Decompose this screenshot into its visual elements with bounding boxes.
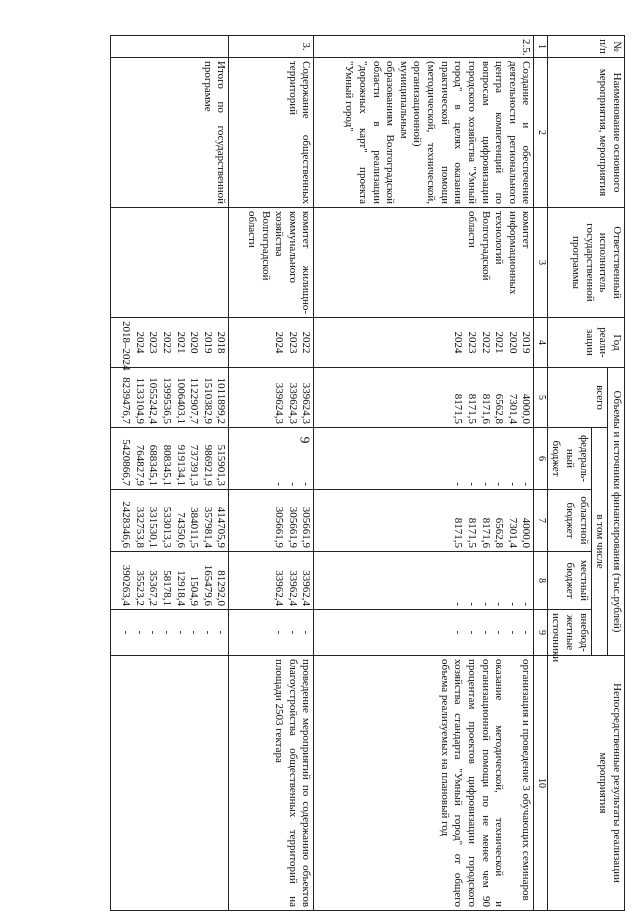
header-year: Год реали-зации [547, 318, 624, 368]
regional-list-value: 533013,3 [160, 506, 173, 548]
header-num: № п/п [547, 36, 624, 58]
extra-list-value: - [201, 630, 214, 635]
year-list-value: 2020 [506, 331, 519, 354]
year-list-value: 2023 [286, 331, 299, 354]
extra-list-value: - [465, 630, 478, 635]
federal-list-value: - [452, 482, 465, 486]
local-list-value: - [452, 602, 465, 606]
extra-list-value: - [493, 630, 506, 635]
local-list-value: 33962,4 [300, 570, 313, 606]
total-list-value: 339624,3 [286, 382, 299, 424]
total-list-value: 339624,3 [273, 382, 286, 424]
extra-list [314, 610, 534, 656]
result-text: организация и проведение 3 обучающих семинаров оказание методической, технической и организационной помощи по не менее чем 90 процентам проектов цифровизации городского хозяйства стандарта "Умный город" от общего объема реализуемых на плановый год [314, 656, 534, 911]
regional-list-value: 305661,9 [300, 506, 313, 548]
local-list-value: - [506, 602, 519, 606]
total-list [314, 368, 534, 428]
extra-list-value: - [120, 630, 133, 635]
index-cell: 5 [534, 368, 547, 428]
regional-list-value: 332753,8 [133, 506, 146, 548]
total-list-value: 1011899,2 [215, 377, 228, 424]
year-list-value: 2021 [174, 331, 187, 354]
total-list-value: 7301,4 [506, 393, 519, 424]
local-list-value: - [479, 602, 492, 606]
rotated-table-wrapper [120, 35, 625, 910]
local-list-value: 35367,2 [147, 570, 160, 606]
row-number: 3. [229, 36, 314, 58]
index-cell: 10 [534, 656, 547, 911]
index-cell: 4 [534, 318, 547, 368]
header-total: всего [547, 368, 608, 428]
federal-list-value: 5420866,7 [120, 439, 133, 486]
header-in-that: в том числе [591, 428, 608, 656]
federal-list-value: - [493, 482, 506, 486]
federal-list [314, 428, 534, 490]
index-cell: 2 [534, 58, 547, 208]
year-list [314, 318, 534, 368]
total-list-value: 4000,0 [520, 393, 533, 424]
local-list-value: 33962,4 [273, 570, 286, 606]
extra-list-value: - [147, 630, 160, 635]
regional-list-value: 6562,8 [493, 517, 506, 548]
measure-name: Итого по государственной программе [111, 58, 229, 208]
federal-list-value: 688345,1 [147, 444, 160, 486]
header-extra: внебюд-жетные источники [547, 610, 591, 656]
index-cell: 7 [534, 490, 547, 552]
year-list-value: 2019 [520, 331, 533, 354]
federal-list-value: 919134,1 [174, 444, 187, 486]
table-row [314, 36, 534, 911]
local-list-value: - [520, 602, 533, 606]
regional-list-value: 357981,4 [201, 506, 214, 548]
index-cell: 9 [534, 610, 547, 656]
local-list [111, 552, 229, 610]
year-list-value: 2023 [465, 331, 478, 354]
federal-list-value: 515901,3 [215, 444, 228, 486]
year-list-value: 2021 [493, 331, 506, 354]
federal-list-value: - [465, 482, 478, 486]
year-list-value: 2024 [133, 331, 146, 354]
index-cell: 6 [534, 428, 547, 490]
local-list-value: 33962,4 [286, 570, 299, 606]
row-number: 2.5. [314, 36, 534, 58]
regional-list-value: 7301,4 [506, 517, 519, 548]
federal-list-value: - [286, 482, 299, 486]
local-list-value: 35523,2 [133, 570, 146, 606]
total-list-value: 8171,5 [465, 393, 478, 424]
extra-list-value: - [215, 630, 228, 635]
header-regional: областной бюджет [547, 490, 591, 552]
local-list-value: 81292,0 [215, 570, 228, 606]
regional-list-value: 305661,9 [273, 506, 286, 548]
federal-list [229, 428, 314, 490]
total-list-value: 1006403,1 [174, 377, 187, 424]
regional-list [111, 490, 229, 552]
extra-list-value: - [188, 630, 201, 635]
extra-list-value: - [452, 630, 465, 635]
local-list-value: 58178,1 [160, 570, 173, 606]
header-results: Непосредственные результаты реализации мероприятия [547, 656, 624, 911]
year-list-value: 2022 [479, 331, 492, 354]
executor-name [111, 208, 229, 318]
total-list [229, 368, 314, 428]
extra-list-value: - [520, 630, 533, 635]
extra-list-value: - [273, 630, 286, 635]
total-list-value: 1510382,9 [201, 377, 214, 424]
header-federal: федераль-ный бюджет [547, 428, 591, 490]
total-list-value: 1399536,5 [160, 377, 173, 424]
total-list-value: 8239476,7 [120, 377, 133, 424]
page-number: 9 [296, 436, 312, 444]
total-list-value: 6562,8 [493, 393, 506, 424]
year-list-value: 2018 [215, 331, 228, 354]
federal-list-value: - [300, 482, 313, 486]
local-list-value: 12918,4 [174, 570, 187, 606]
index-cell: 1 [534, 36, 547, 58]
total-list-value: 8171,6 [479, 393, 492, 424]
total-list-value: 339624,3 [300, 382, 313, 424]
regional-list-value: 8171,6 [479, 517, 492, 548]
year-list-value: 2020 [188, 331, 201, 354]
federal-list-value: 737391,3 [188, 444, 201, 486]
extra-list [229, 610, 314, 656]
federal-list-value: - [479, 482, 492, 486]
extra-list-value: - [506, 630, 519, 635]
federal-list-value: 764827,9 [133, 444, 146, 486]
federal-list-value: 986921,9 [201, 444, 214, 486]
regional-list-value: 8171,5 [465, 517, 478, 548]
local-list-value: 165479,6 [201, 564, 214, 606]
local-list-value: - [493, 602, 506, 606]
column-index-row [534, 36, 547, 911]
extra-list-value: - [479, 630, 492, 635]
year-list-value: 2019 [201, 331, 214, 354]
total-list [111, 368, 229, 428]
regional-list-value: 305661,9 [286, 506, 299, 548]
extra-list-value: - [174, 630, 187, 635]
result-text [111, 656, 229, 911]
total-list-value: 1055242,4 [147, 377, 160, 424]
year-list-value: 2024 [452, 331, 465, 354]
index-cell: 3 [534, 208, 547, 318]
extra-list-value: - [160, 630, 173, 635]
index-cell: 8 [534, 552, 547, 610]
year-list-value: 2018–2024 [120, 321, 133, 371]
executor-name: комитет информационных технологий Волгоградской области [314, 208, 534, 318]
total-list-value: 1133104,9 [133, 377, 146, 424]
regional-list [314, 490, 534, 552]
extra-list-value: - [286, 630, 299, 635]
total-list-value: 8171,5 [452, 393, 465, 424]
header-name: Наименование основного мероприятия, мероприятия [547, 58, 624, 208]
table-row [111, 36, 229, 911]
header-executor: Ответственный исполнитель государственной программы [547, 208, 624, 318]
regional-list-value: 2428346,6 [120, 501, 133, 548]
regional-list-value: 384011,5 [188, 507, 201, 548]
regional-list [229, 490, 314, 552]
table-row [229, 36, 314, 911]
federal-list-value: 808345,1 [160, 444, 173, 486]
total-list-value: 1122907,7 [188, 377, 201, 424]
regional-list-value: 331530,1 [147, 506, 160, 548]
federal-list-value: - [273, 482, 286, 486]
local-list-value: 1504,9 [188, 575, 201, 606]
year-list-value: 2022 [160, 331, 173, 354]
local-list [229, 552, 314, 610]
regional-list-value: 8171,5 [452, 517, 465, 548]
extra-list [111, 610, 229, 656]
federal-list-value: - [506, 482, 519, 486]
regional-list-value: 414705,9 [215, 506, 228, 548]
local-list-value: 390263,4 [120, 564, 133, 606]
year-list-value: 2023 [147, 331, 160, 354]
measure-name: Создание и обеспечение деятельности регионального центра компетенций по вопросам цифровизации городского хозяйства "Умный город" в целях оказания практической помощи (методической, технической, организационной) муниципальным образованиям Волгоградской области в реализации "дорожных карт" проекта "Умный город" [314, 58, 534, 208]
result-text: проведение мероприятий по содержанию объектов благоустройства общественных территорий на площади 2503 гектара [229, 656, 314, 911]
extra-list-value: - [133, 630, 146, 635]
measure-name: Содержание общественных территорий [229, 58, 314, 208]
header-finance-group: Объемы и источники финансирования (тыс.рублей) [608, 368, 625, 656]
local-list-value: - [465, 602, 478, 606]
extra-list-value: - [300, 630, 313, 635]
federal-list-value: - [520, 482, 533, 486]
executor-name: комитет жилищно-коммунального хозяйства Волгоградской области [229, 208, 314, 318]
header-local: местный бюджет [547, 552, 591, 610]
row-number [111, 36, 229, 58]
financing-table [110, 35, 625, 911]
federal-list [111, 428, 229, 490]
regional-list-value: 74350,6 [174, 512, 187, 548]
year-list [111, 318, 229, 371]
year-list-value: 2024 [273, 331, 286, 354]
local-list [314, 552, 534, 610]
regional-list-value: 4000,0 [520, 517, 533, 548]
year-list-value: 2022 [300, 331, 313, 354]
year-list [229, 318, 314, 368]
